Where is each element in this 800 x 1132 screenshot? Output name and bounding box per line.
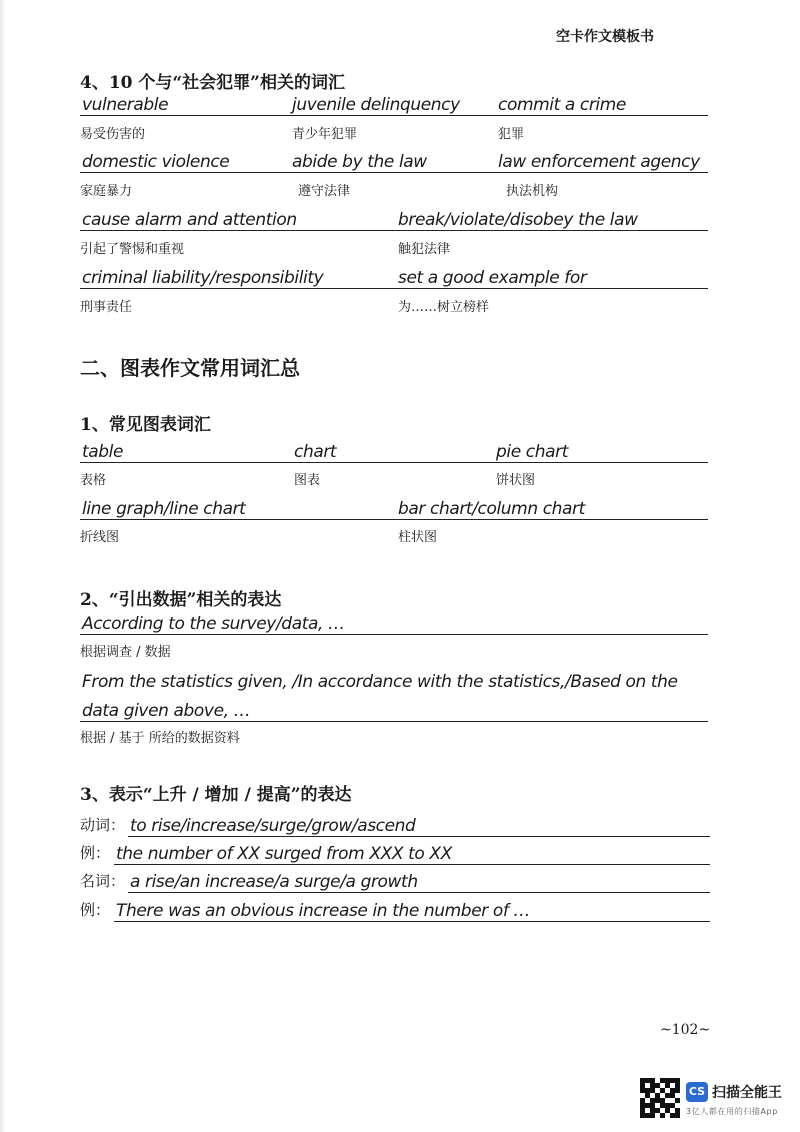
vocab-english: domestic violence bbox=[82, 152, 230, 172]
underline bbox=[114, 921, 710, 922]
vocab-chinese: 折线图 bbox=[80, 530, 120, 545]
expression-english: to rise/increase/surge/grow/ascend bbox=[130, 816, 416, 836]
vocab-english: pie chart bbox=[496, 442, 568, 462]
vocab-english: abide by the law bbox=[292, 152, 427, 172]
vocab-chinese: 表格 bbox=[80, 473, 107, 488]
qr-code-icon bbox=[640, 1078, 680, 1118]
expression-english: the number of XX surged from XXX to XX bbox=[116, 844, 452, 864]
line-prefix: 名词： bbox=[80, 872, 126, 890]
vocab-english: set a good example for bbox=[398, 268, 587, 288]
expression-row bbox=[80, 698, 708, 724]
section-4-title: 4、10 个与“社会犯罪”相关的词汇 bbox=[80, 73, 345, 93]
vocab-english: vulnerable bbox=[82, 95, 169, 115]
expression-english: a rise/an increase/a surge/a growth bbox=[130, 872, 418, 892]
scanner-app-tagline: 3亿人都在用的扫描App bbox=[686, 1107, 778, 1116]
vocab-english: cause alarm and attention bbox=[82, 210, 297, 230]
vocab-row bbox=[80, 207, 708, 233]
expression-english: According to the survey/data, … bbox=[82, 614, 345, 634]
example-line bbox=[80, 841, 710, 867]
expression-english: From the statistics given, /In accordance with the statistics,/Based on the bbox=[82, 672, 678, 692]
example-line bbox=[80, 898, 710, 924]
underline bbox=[80, 721, 708, 722]
vocab-row bbox=[80, 265, 708, 291]
line-prefix: 动词： bbox=[80, 816, 126, 834]
vocab-chinese: 执法机构 bbox=[506, 184, 559, 199]
subsection-1-title: 1、常见图表词汇 bbox=[80, 415, 211, 435]
vocab-english: break/violate/disobey the law bbox=[398, 210, 638, 230]
page-header-title: 空卡作文模板书 bbox=[556, 29, 654, 45]
expression-row bbox=[80, 611, 708, 637]
verb-line bbox=[80, 813, 710, 839]
vocab-chinese: 刑事责任 bbox=[80, 300, 133, 315]
vocab-chinese: 饼状图 bbox=[496, 473, 536, 488]
vocab-chinese: 触犯法律 bbox=[398, 242, 451, 257]
vocab-english: law enforcement agency bbox=[498, 152, 700, 172]
underline bbox=[128, 836, 710, 837]
expression-english: data given above, … bbox=[82, 701, 251, 721]
vocab-english: criminal liability/responsibility bbox=[82, 268, 324, 288]
underline bbox=[80, 230, 708, 231]
line-prefix: 例： bbox=[80, 901, 111, 919]
vocab-chinese: 易受伤害的 bbox=[80, 127, 146, 142]
line-prefix: 例： bbox=[80, 844, 111, 862]
underline bbox=[80, 288, 708, 289]
subsection-2-title: 2、“引出数据”相关的表达 bbox=[80, 590, 282, 610]
expression-row bbox=[80, 669, 708, 695]
underline bbox=[80, 172, 708, 173]
expression-chinese: 根据调查 / 数据 bbox=[80, 645, 171, 660]
noun-line bbox=[80, 869, 710, 895]
vocab-chinese: 青少年犯罪 bbox=[292, 127, 358, 142]
vocab-chinese: 家庭暴力 bbox=[80, 184, 133, 199]
subsection-3-title: 3、表示“上升 / 增加 / 提高”的表达 bbox=[80, 785, 352, 805]
vocab-row bbox=[80, 496, 708, 522]
expression-english: There was an obvious increase in the number of … bbox=[116, 901, 531, 921]
underline bbox=[128, 892, 710, 893]
vocab-english: bar chart/column chart bbox=[398, 499, 585, 519]
underline bbox=[114, 864, 710, 865]
camscanner-logo-icon: CS bbox=[686, 1082, 708, 1102]
vocab-chinese: 图表 bbox=[294, 473, 321, 488]
underline bbox=[80, 115, 708, 116]
part-2-title: 二、图表作文常用词汇总 bbox=[80, 356, 300, 380]
page-number: ~102~ bbox=[660, 1022, 711, 1038]
vocab-english: line graph/line chart bbox=[82, 499, 246, 519]
vocab-row bbox=[80, 149, 708, 175]
vocab-english: juvenile delinquency bbox=[292, 95, 460, 115]
vocab-row bbox=[80, 92, 708, 118]
scan-page-edge bbox=[0, 0, 6, 1132]
underline bbox=[80, 519, 708, 520]
vocab-chinese: 为……树立榜样 bbox=[398, 300, 490, 315]
underline bbox=[80, 634, 708, 635]
vocab-chinese: 遵守法律 bbox=[298, 184, 351, 199]
scanner-app-name: 扫描全能王 bbox=[712, 1085, 782, 1101]
vocab-english: chart bbox=[294, 442, 337, 462]
vocab-chinese: 犯罪 bbox=[498, 127, 525, 142]
vocab-chinese: 柱状图 bbox=[398, 530, 438, 545]
vocab-row bbox=[80, 439, 708, 465]
vocab-english: table bbox=[82, 442, 124, 462]
vocab-chinese: 引起了警惕和重视 bbox=[80, 242, 185, 257]
vocab-english: commit a crime bbox=[498, 95, 626, 115]
underline bbox=[80, 462, 708, 463]
expression-chinese: 根据 / 基于 所给的数据资料 bbox=[80, 731, 240, 746]
